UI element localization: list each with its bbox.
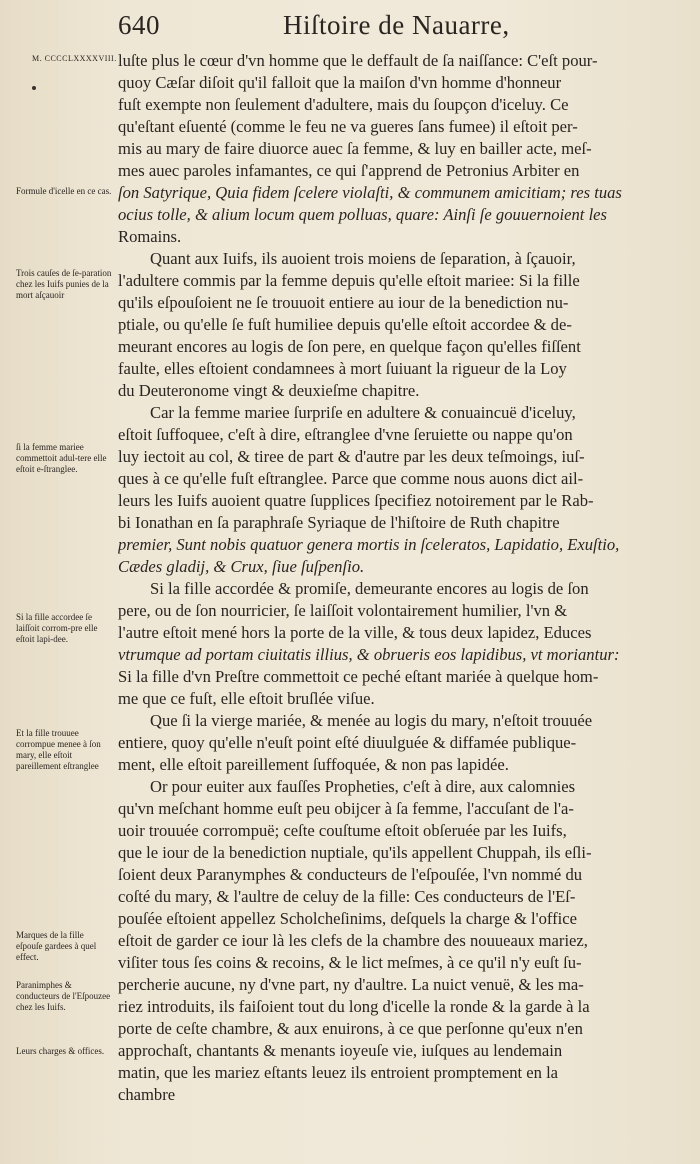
text-line: Si la fille accordée & promiſe, demeurante encores au logis de ſon [150, 579, 589, 598]
year-margin-mark: M. CCCCLXXXXVIII. [32, 54, 117, 63]
text-line: coſté du mary, & l'aultre de celuy de la fille: Ces conducteurs de l'Eſ- [118, 887, 576, 906]
page-header [118, 6, 688, 46]
text-line: que le iour de la benediction nuptiale, qu'ils appellent Chuppah, ils eſli- [118, 843, 592, 862]
text-line: pouſée eſtoient appellez Scholcheſinims, deſquels la charge & l'office [118, 909, 578, 928]
text-line: luy iectoit au col, & tiree de part & d'autre par les deux teſmoings, iuſ- [118, 447, 585, 466]
text-line: Quant aux Iuifs, ils auoient trois moiens de ſeparation, à ſçauoir, [150, 249, 576, 268]
text-line: entiere, quoy qu'elle n'euſt point eſté diuulguée & diffamée publique- [118, 733, 577, 752]
catchword [118, 1106, 678, 1128]
text-line: ment, elle eſtoit pareillement ſuffoquée, & non pas lapidée. [118, 755, 509, 774]
text-line: riez introduits, ils faiſoient tout du long d'icelle la ronde & la garde à la [118, 997, 590, 1016]
margin-note: Si la fille accordee ſe laiſſoit corrom-pre elle eſtoit lapi-dee. [16, 612, 98, 644]
text-line: Car la femme mariee ſurpriſe en adultere & conuaincuë d'iceluy, [150, 403, 576, 422]
text-line: faulte, elles eſtoient condamnees à mort ſuiuant la rigueur de la Loy [118, 359, 567, 378]
margin-note: ſi la femme mariee commettoit adul-tere elle eſtoit e-ſtranglee. [16, 442, 107, 474]
margin-note: Marques de la fille eſpouſe gardees à quel effect. [16, 930, 97, 962]
text-line: ſoient deux Paranymphes & conducteurs de l'eſpouſée, l'vn nommé du [118, 865, 583, 884]
text-line: ocius tolle, & alium locum quem polluas, quare: Ainſi ſe gouuernoient les [118, 205, 607, 224]
margin-note: Trois cauſes de ſe-paration chez les Iuifs punies de la mort aſçauoir [16, 268, 112, 300]
text-line: mes auec paroles infamantes, ce qui ſ'apprend de Petronius Arbiter en [118, 161, 580, 180]
text-line: percherie aucune, ny d'vne part, ny d'aultre. La nuict venuë, & les ma- [118, 975, 584, 994]
text-line: porte de ceſte chambre, & aux enuirons, à ce que perſonne qu'eux n'en [118, 1019, 583, 1038]
text-line: Si la fille d'vn Preſtre commettoit ce peché eſtant mariée à quelque hom- [118, 667, 599, 686]
text-line: bi Ionathan en ſa paraphraſe Syriaque de l'hiſtoire de Ruth chapitre [118, 513, 560, 532]
text-line: Romains. [118, 227, 182, 246]
text-line: l'autre eſtoit mené hors la porte de la ville, & tous deux lapidez, Educes [118, 623, 592, 642]
text-line: pere, ou de ſon nourricier, ſe laiſſoit volontairement humilier, l'vn & [118, 601, 568, 620]
margin-note: Paranimphes & conducteurs de l'Eſpouzee chez les Iuifs. [16, 980, 111, 1012]
margin-note: Formule d'icelle en ce cas. [16, 186, 112, 196]
text-line: meurant encores au logis de ſon pere, en quelque façon qu'elles fiſſent [118, 337, 581, 356]
text-line: luſte plus le cœur d'vn homme que le deffault de ſa naiſſance: C'eſt pour- [118, 51, 598, 70]
running-title: Hiſtoire de Nauarre, [283, 10, 510, 40]
text-line: chambre [118, 1085, 176, 1104]
margin-dot [32, 86, 36, 90]
text-line: leurs les Iuifs auoient quatre ſupplices ſpecifiez notoirement par le Rab- [118, 491, 594, 510]
page-number: 640 [118, 10, 160, 40]
text-line: uoir trouuée corrompuë; ceſte couſtume eſtoit obſeruée par les Iuifs, [118, 821, 567, 840]
text-line: ques à ce qu'elle fuſt eſtranglee. Parce que comme nous auons dict ail- [118, 469, 584, 488]
text-line: qu'ils eſpouſoient ne ſe trouuoit entiere au iour de la benediction nu- [118, 293, 569, 312]
text-line: me que ce fuſt, elle eſtoit bruſlée viſue. [118, 689, 375, 708]
text-line: du Deuteronome vingt & deuxieſme chapitre. [118, 381, 420, 400]
text-line: matin, que les mariez eſtants leuez ils entroient promptement en la [118, 1063, 559, 1082]
text-line: Que ſi la vierge mariée, & menée au logis du mary, n'eſtoit trouuée [150, 711, 593, 730]
text-line: quoy Cæſar diſoit qu'il falloit que la maiſon d'vn homme d'honneur [118, 73, 562, 92]
margin-note: Leurs charges & offices. [16, 1046, 105, 1056]
text-line: vtrumque ad portam ciuitatis illius, & obrueris eos lapidibus, vt moriantur: [118, 645, 620, 664]
text-line: qu'eſtant eſuenté (comme le feu ne va gueres ſans fumee) il eſtoit per- [118, 117, 578, 136]
text-line: Or pour euiter aux fauſſes Propheties, c'eſt à dire, aux calomnies [150, 777, 576, 796]
text-line: l'adultere commis par la femme depuis qu'elle eſtoit mariee: Si la fille [118, 271, 580, 290]
text-line: premier, Sunt nobis quatuor genera mortis in ſceleratos, Lapidatio, Exuſtio, [118, 535, 620, 554]
text-line: viſiter tous ſes coins & recoins, & le lict meſmes, à ce qu'il n'y euſt ſu- [118, 953, 582, 972]
margin-note: Et la fille trouuee corrompue menee à ſon mary, elle eſtoit pareillement eſtranglee [16, 728, 101, 771]
text-line: fuſt exempte non ſeulement d'adultere, mais du ſoupçon d'iceluy. Ce [118, 95, 569, 114]
text-line: eſtoit de garder ce iour là les clefs de la chambre des nouueaux mariez, [118, 931, 588, 950]
text-line: ſon Satyrique, Quia fidem ſcelere violaſti, & communem amicitiam; res tuas [118, 183, 622, 202]
text-line: eſtoit ſuffoquee, c'eſt à dire, eſtranglee d'vne ſeruiette ou nappe qu'on [118, 425, 573, 444]
text-line: Cædes gladij, & Crux, ſiue ſuſpenſio. [118, 557, 365, 576]
text-line: mis au mary de faire diuorce auec ſa femme, & luy en bailler acte, meſ- [118, 139, 592, 158]
text-line: approchaſt, chantants & menants ioyeuſe vie, iuſques au lendemain [118, 1041, 563, 1060]
text-line: ptiale, ou qu'elle ſe fuſt humiliee depuis qu'elle eſtoit accordee & de- [118, 315, 572, 334]
text-line: qu'vn meſchant homme euſt peu obijcer à ſa femme, l'accuſant de l'a- [118, 799, 574, 818]
